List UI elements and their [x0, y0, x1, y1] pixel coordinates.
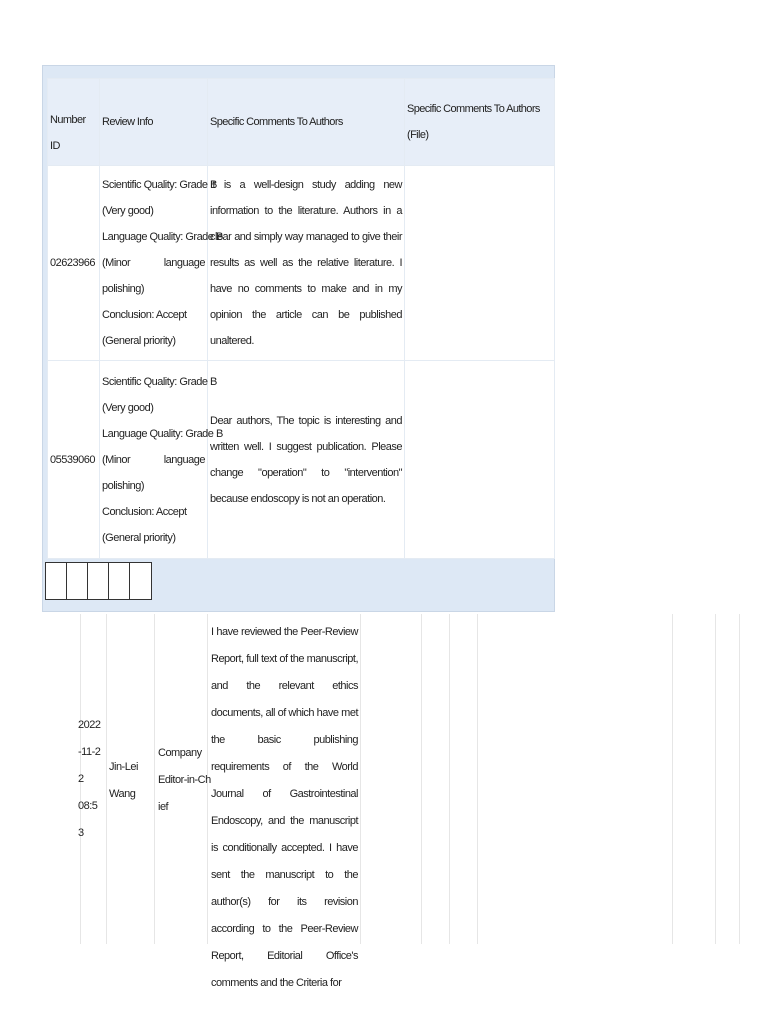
column-divider	[106, 614, 107, 944]
column-divider	[477, 614, 478, 944]
review-line: (Minor language	[102, 257, 205, 269]
column-divider	[449, 614, 450, 944]
review-line: Language Quality: Grade B	[102, 427, 223, 440]
editor-role: Company Editor-in-Ch ief	[158, 747, 211, 813]
cell-number-id: 02623966	[48, 166, 100, 361]
decision-date: 2022 -11-2 2 08:5 3	[78, 719, 101, 839]
review-line: Scientific Quality: Grade B	[102, 375, 217, 388]
column-divider	[739, 614, 740, 944]
review-table	[47, 78, 555, 559]
review-line: Conclusion: Accept	[102, 505, 187, 518]
page-box[interactable]	[67, 563, 88, 599]
column-divider	[360, 614, 361, 944]
header-comments-file: Specific Comments To Authors (File)	[405, 79, 555, 166]
cell-number-id: 05539060	[48, 361, 100, 559]
review-line: Language Quality: Grade B	[102, 231, 223, 243]
review-line: polishing)	[102, 479, 145, 492]
cell-comment: Dear authors, The topic is interesting and written well. I suggest publication. Please change "operation" to "intervention" because endoscopy is not an operation.	[208, 361, 405, 559]
review-line: Scientific Quality: Grade B	[102, 179, 217, 191]
page-box[interactable]	[130, 563, 151, 599]
table-row	[48, 361, 555, 559]
header-review-info: Review Info	[100, 79, 208, 166]
cell-review-info	[100, 166, 223, 361]
page-box[interactable]	[88, 563, 109, 599]
review-line: (General priority)	[102, 335, 176, 347]
cell-comment-file	[405, 361, 555, 559]
table-header-row	[48, 79, 555, 166]
header-number-id: Number ID	[48, 79, 100, 166]
editor-name: Jin-Lei Wang	[109, 761, 138, 800]
pagination-boxes	[45, 562, 152, 600]
column-divider	[715, 614, 716, 944]
page-box[interactable]	[46, 563, 67, 599]
editor-comment: I have reviewed the Peer-Review Report, full text of the manuscript, and the relevant ethics documents, all of which have met the basic publishing requirements of the World Journal of Gastrointestinal Endoscopy, and the manuscript is conditionally accepted. I have sent the manuscript to the author(s) for its revision according to the Peer-Review Report, Editorial Office's comments and the Criteria for	[211, 626, 358, 989]
review-line: Conclusion: Accept	[102, 309, 187, 321]
column-divider	[154, 614, 155, 944]
review-line: polishing)	[102, 283, 145, 295]
cell-comment-file	[405, 166, 555, 361]
review-line: (Very good)	[102, 205, 154, 217]
review-panel	[42, 65, 555, 612]
column-divider	[672, 614, 673, 944]
table-row	[48, 166, 555, 361]
column-divider	[421, 614, 422, 944]
page-box[interactable]	[109, 563, 130, 599]
cell-review-info	[100, 361, 223, 559]
cell-comment: It is a well-design study adding new information to the literature. Authors in a clear and simply way managed to give their results as well as the relative literature. I have no comments to make and in my opinion the article can be published unaltered.	[208, 166, 405, 361]
editor-decision-row	[78, 614, 740, 989]
review-line: (Minor language	[102, 453, 205, 466]
review-line: (Very good)	[102, 401, 154, 414]
header-comments: Specific Comments To Authors	[208, 79, 405, 166]
review-line: (General priority)	[102, 531, 176, 544]
